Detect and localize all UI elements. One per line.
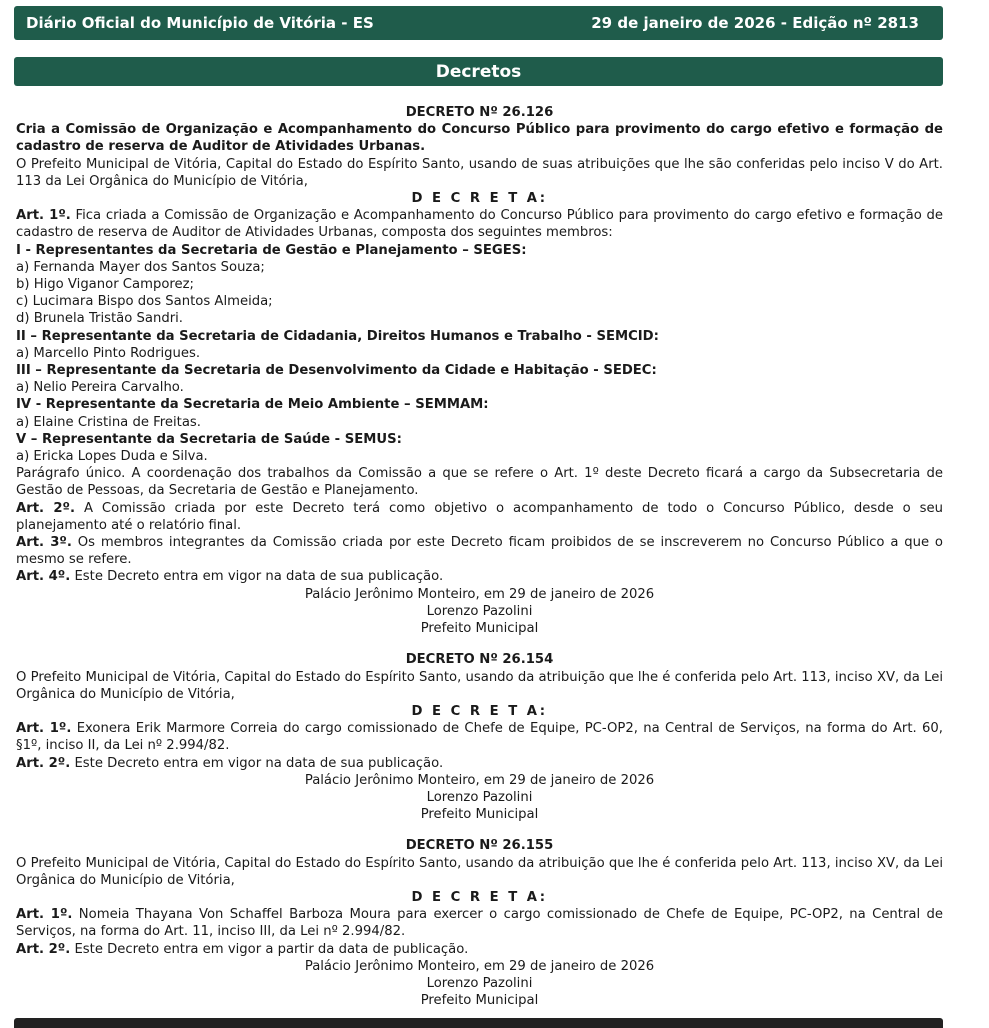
article-1 [16,207,943,241]
signature-place: Palácio Jerônimo Monteiro, em 29 de janeiro de 2026 [304,772,655,788]
article-label: Art. 4º. [16,569,71,585]
article-1 [16,906,943,940]
section-header [14,57,943,86]
article-label: Art. 2º. [16,755,71,771]
signer-name: Lorenzo Pazolini [426,603,533,619]
member-item: a) Ericka Lopes Duda e Silva. [16,449,208,465]
article-text: Exonera Erik Marmore Correia do cargo comissionado de Chefe de Equipe, PC-OP2, na Central de Serviços, na forma do Art. 60, §1º, inciso II, da Lei nº 2.994/82. [16,721,943,754]
member-item: a) Fernanda Mayer dos Santos Souza; [16,259,265,275]
article-2 [16,500,943,534]
article-label: Art. 1º. [16,721,72,737]
article-label: Art. 1º. [16,907,73,923]
group-title: V – Representante da Secretaria de Saúde - SEMUS: [16,431,402,447]
edition-date: 29 de janeiro de 2026 - Edição nº 2813 [591,14,919,32]
article-3 [16,534,943,568]
member-item: b) Higo Viganor Camporez; [16,277,194,293]
document-body [16,104,943,1009]
decreta-heading: D E C R E T A: [411,703,548,719]
article-text: Este Decreto entra em vigor a partir da data de publicação. [74,941,469,957]
group-title: II – Representante da Secretaria de Cidadania, Direitos Humanos e Trabalho - SEMCID: [16,328,659,344]
signer-name: Lorenzo Pazolini [426,789,533,805]
signer-role: Prefeito Municipal [420,807,539,823]
article-text: A Comissão criada por este Decreto terá como objetivo o acompanhamento de todo o Concurso Público, desde o seu planejamento até o relatório final. [16,500,944,533]
member-item: a) Nelio Pereira Carvalho. [16,380,184,396]
article-label: Art. 2º. [16,941,71,957]
decree-preamble: O Prefeito Municipal de Vitória, Capital do Estado do Espírito Santo, usando da atribuição que lhe é conferida pelo Art. 113, inciso XV, da Lei Orgânica do Município de Vitória, [16,669,943,702]
member-item: d) Brunela Tristão Sandri. [16,311,183,327]
article-1 [16,720,943,754]
article-label: Art. 2º. [16,500,75,516]
section-title: Decretos [435,61,522,82]
decree-26154 [16,651,943,823]
decreta-heading: D E C R E T A: [411,889,548,905]
decree-number: DECRETO Nº 26.126 [405,105,554,120]
member-item: a) Elaine Cristina de Freitas. [16,414,201,430]
gazette-title: Diário Oficial do Município de Vitória - ES [26,14,374,32]
signer-role: Prefeito Municipal [420,621,539,637]
group-title: I - Representantes da Secretaria de Gestão e Planejamento – SEGES: [16,242,527,258]
article-text: Nomeia Thayana Von Schaffel Barboza Moura para exercer o cargo comissionado de Chefe de Equipe, PC-OP2, na Central de Serviços, na forma do Art. 11, inciso III, da Lei nº 2.994/82. [16,907,943,940]
signer-role: Prefeito Municipal [420,993,539,1009]
decree-26155 [16,837,943,1009]
decree-number: DECRETO Nº 26.154 [405,652,554,668]
member-item: a) Marcello Pinto Rodrigues. [16,345,201,361]
article-label: Art. 1º. [16,208,71,224]
decree-summary: Cria a Comissão de Organização e Acompanhamento do Concurso Público para provimento do cargo efetivo e formação de cadastro de reserva de Auditor de Atividades Urbanas. [16,122,943,155]
decree-number: DECRETO Nº 26.155 [405,838,554,854]
decree-26126 [16,104,943,637]
signature-place: Palácio Jerônimo Monteiro, em 29 de janeiro de 2026 [304,958,655,974]
article-text: Os membros integrantes da Comissão criada por este Decreto ficam proibidos de se inscreverem no Concurso Público a que o mesmo se refere. [16,535,943,568]
sole-paragraph: Parágrafo único. A coordenação dos trabalhos da Comissão a que se refere o Art. 1º deste Decreto ficará a cargo da Subsecretaria de Gestão de Pessoas, da Secretaria de Gestão e Planejamento. [16,466,943,499]
signer-name: Lorenzo Pazolini [426,975,533,991]
group-title: IV - Representante da Secretaria de Meio Ambiente – SEMMAM: [16,397,489,413]
decree-preamble: O Prefeito Municipal de Vitória, Capital do Estado do Espírito Santo, usando da atribuição que lhe é conferida pelo Art. 113, inciso XV, da Lei Orgânica do Município de Vitória, [16,855,943,888]
footer-bar [14,1018,943,1028]
signature-place: Palácio Jerônimo Monteiro, em 29 de janeiro de 2026 [304,586,655,602]
article-4 [16,568,943,585]
gazette-header [14,6,943,40]
article-label: Art. 3º. [16,535,72,551]
article-text: Fica criada a Comissão de Organização e Acompanhamento do Concurso Público para provimento do cargo efetivo e formação de cadastro de reserva de Auditor de Atividades Urbanas, composta dos seguintes membros: [16,208,943,241]
decree-preamble: O Prefeito Municipal de Vitória, Capital do Estado do Espírito Santo, usando de suas atribuições que lhe são conferidas pelo inciso V do Art. 113 da Lei Orgânica do Município de Vitória, [16,156,943,189]
article-2 [16,941,943,958]
group-title: III – Representante da Secretaria de Desenvolvimento da Cidade e Habitação - SEDEC: [16,363,657,379]
article-text: Este Decreto entra em vigor na data de sua publicação. [74,755,444,771]
decreta-heading: D E C R E T A: [411,191,548,207]
article-2 [16,755,943,772]
article-text: Este Decreto entra em vigor na data de sua publicação. [74,569,444,585]
member-item: c) Lucimara Bispo dos Santos Almeida; [16,294,273,310]
